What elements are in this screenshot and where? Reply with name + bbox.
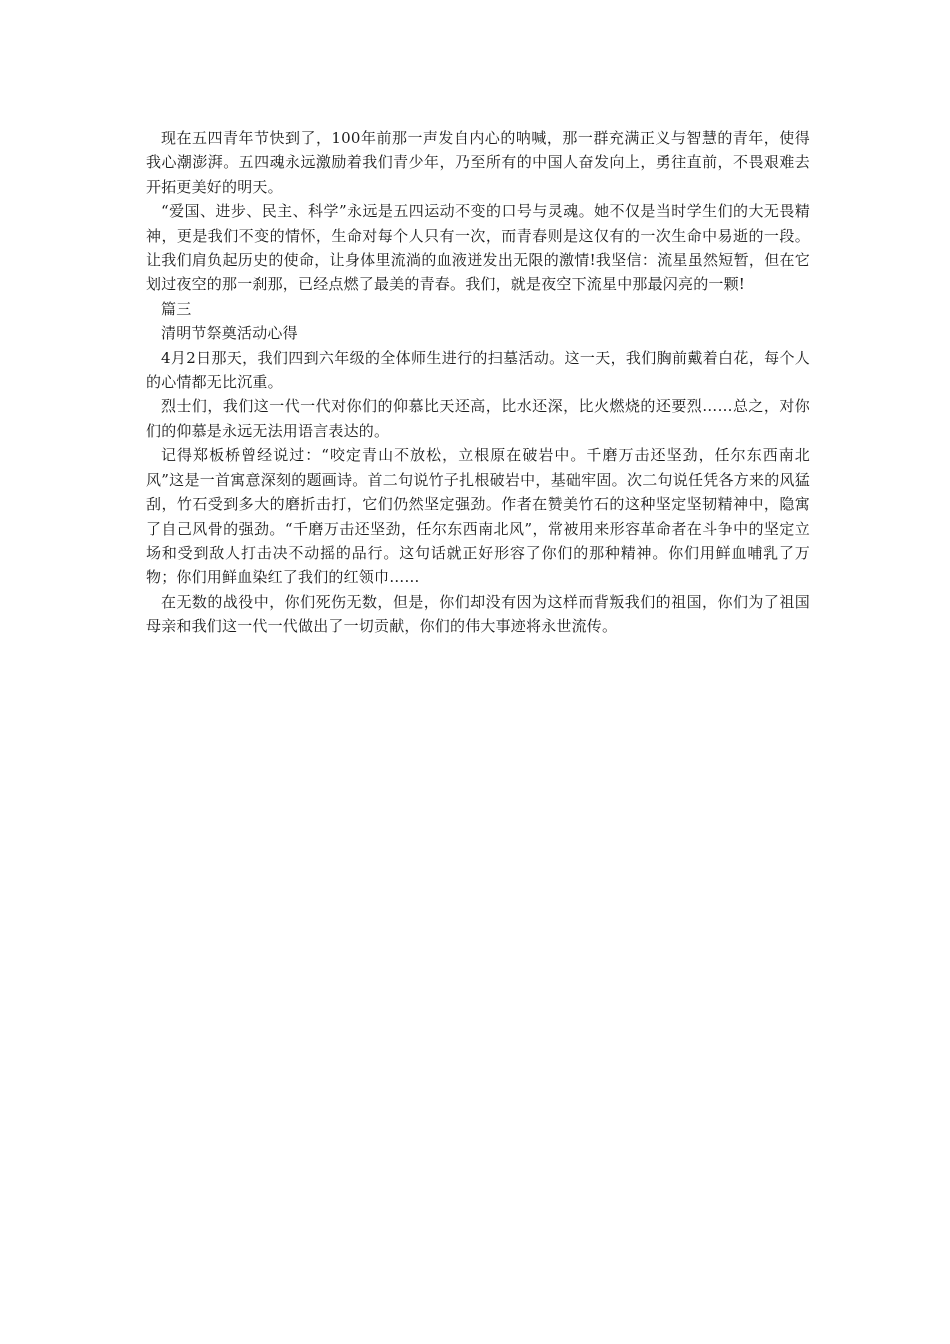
article-title: 清明节祭奠活动心得 bbox=[161, 324, 298, 343]
paragraph-battles: 在无数的战役中，你们死伤无数，但是，你们却没有因为这样而背叛我们的祖国，你们为了祖国母亲和我们这一代一代做出了一切贡献，你们的伟大事迹将永世流传。 bbox=[146, 592, 810, 636]
section-heading: 篇三 bbox=[161, 299, 192, 318]
paragraph-wusi-intro: 现在五四青年节快到了，100年前那一声发自内心的呐喊，那一群充满正义与智慧的青年，使得我心潮澎湃。五四魂永远激励着我们青少年，乃至所有的中国人奋发向上，勇往直前，不畏艰难去开拓更美好的明天。 bbox=[146, 129, 810, 196]
paragraph-tomb-sweeping: 4月2日那天，我们四到六年级的全体师生进行的扫墓活动。这一天，我们胸前戴着白花，每个人的心情都无比沉重。 bbox=[146, 348, 810, 392]
paragraph-zheng-banqiao-poem: 记得郑板桥曾经说过：“咬定青山不放松，立根原在破岩中。千磨万击还坚劲，任尔东西南北风”这是一首寓意深刻的题画诗。首二句说竹子扎根破岩中，基础牢固。次二句说任凭各方来的风猛刮，竹石受到多大的磨折击打，它们仍然坚定强劲。作者在赞美竹石的这种坚定坚韧精神中，隐寓了自己风骨的强劲。“千磨万击还坚劲，任尔东西南北风”，常被用来形容革命者在斗争中的坚定立场和受到敌人打击决不动摇的品行。这句话就正好形容了你们的那种精神。你们用鲜血哺乳了万物；你们用鲜血染红了我们的红领巾…… bbox=[146, 446, 810, 587]
document-body bbox=[146, 126, 810, 639]
paragraph-martyrs-admiration: 烈士们，我们这一代一代对你们的仰慕比天还高，比水还深，比火燃烧的还要烈……总之，对你们的仰慕是永远无法用语言表达的。 bbox=[146, 397, 810, 440]
paragraph-wusi-spirit: “爱国、进步、民主、科学”永远是五四运动不变的口号与灵魂。她不仅是当时学生们的大无畏精神，更是我们不变的情怀，生命对每个人只有一次，而青春则是这仅有的一次生命中易逝的一段。让我们肩负起历史的使命，让身体里流淌的血液迸发出无限的激情!我坚信：流星虽然短暂，但在它划过夜空的那一刹那，已经点燃了最美的青春。我们，就是夜空下流星中那最闪亮的一颗! bbox=[146, 202, 810, 294]
